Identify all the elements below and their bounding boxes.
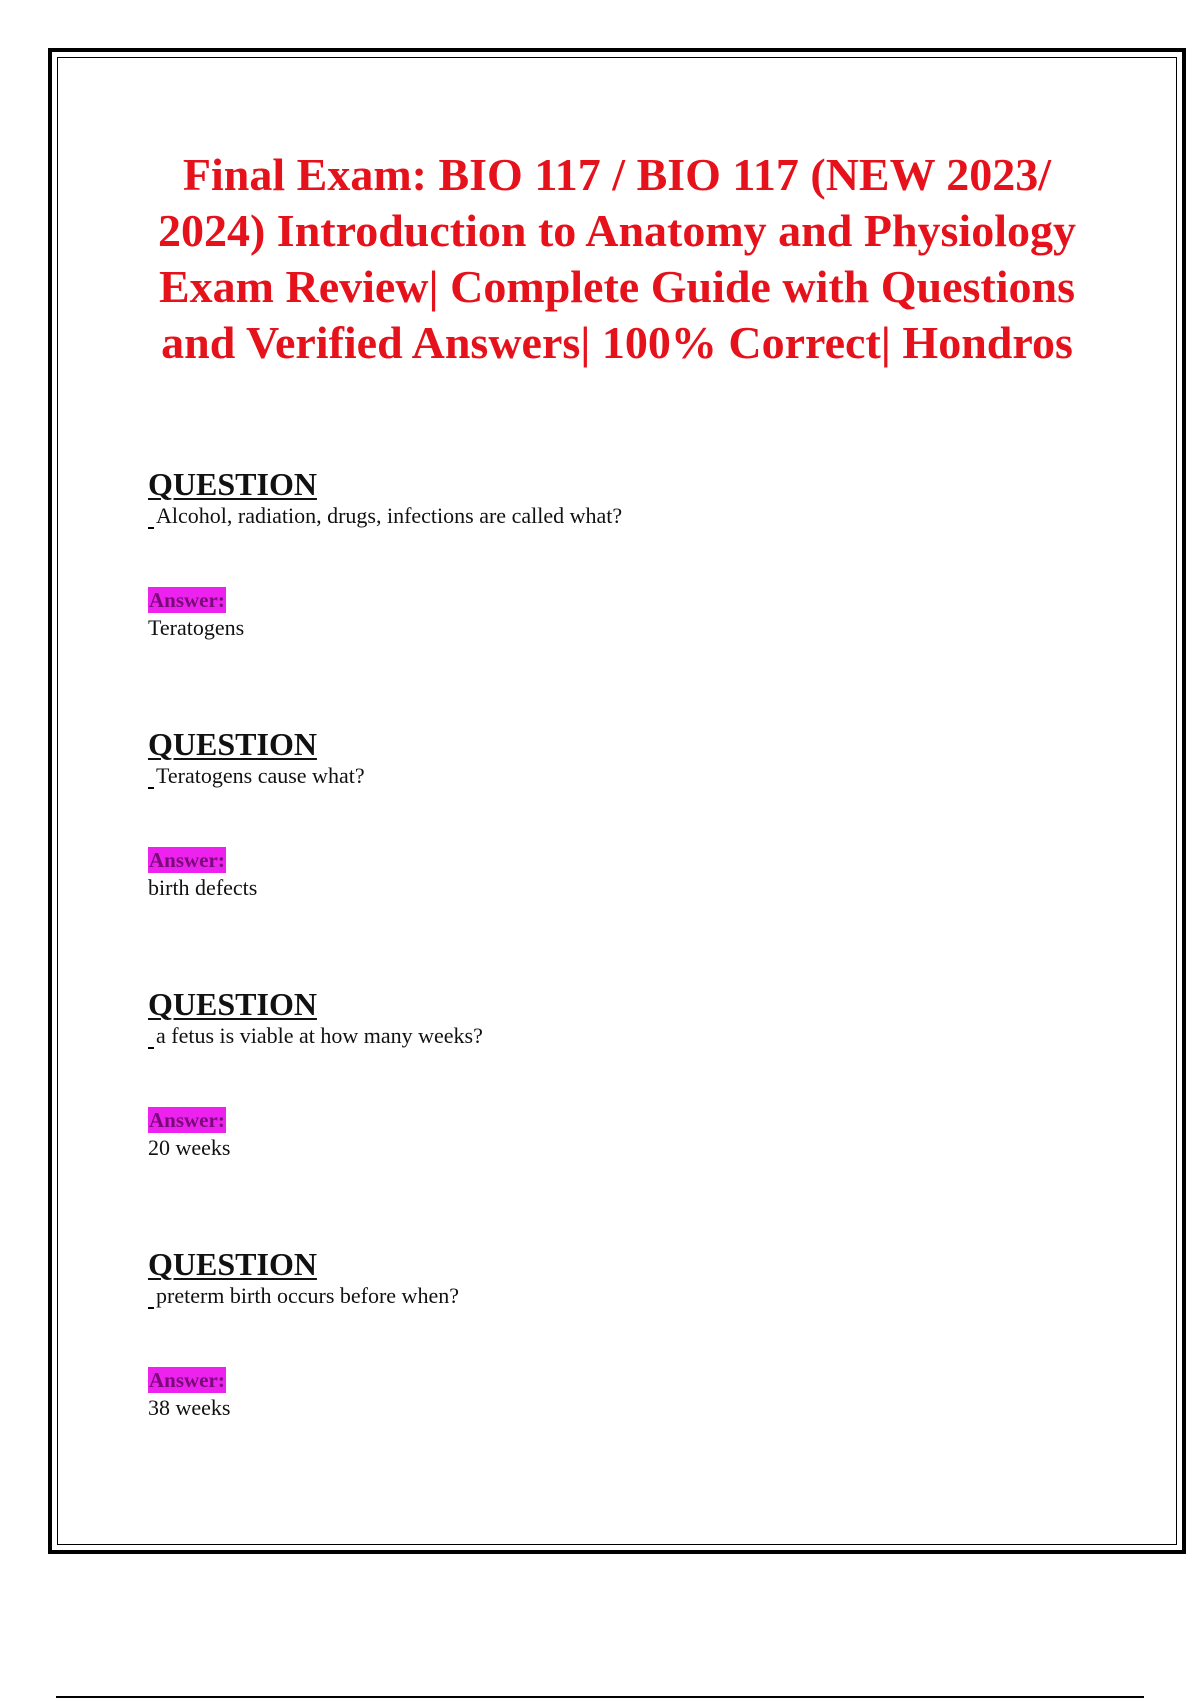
question-heading: QUESTION <box>148 726 317 762</box>
bullet-mark <box>148 787 154 789</box>
qa-item <box>148 987 1048 1163</box>
question-text-content: a fetus is viable at how many weeks? <box>156 1023 483 1048</box>
answer-label: Answer: <box>149 588 225 612</box>
question-text <box>148 1281 1048 1311</box>
question-heading: QUESTION <box>148 466 317 502</box>
answer-text: birth defects <box>148 875 258 900</box>
question-text-content: Alcohol, radiation, drugs, infections are called what? <box>156 503 623 528</box>
answer-text: Teratogens <box>148 615 245 640</box>
answer-label: Answer: <box>149 1108 225 1132</box>
qa-item <box>148 727 1048 903</box>
question-heading: QUESTION <box>148 986 317 1022</box>
question-text-content: Teratogens cause what? <box>156 763 365 788</box>
bullet-mark <box>148 1047 154 1049</box>
question-text <box>148 1021 1048 1051</box>
bottom-divider <box>56 1696 1144 1698</box>
bullet-mark <box>148 527 154 529</box>
answer-text: 38 weeks <box>148 1395 231 1420</box>
answer-label: Answer: <box>149 848 225 872</box>
answer-text: 20 weeks <box>148 1135 231 1160</box>
qa-item <box>148 1247 1048 1423</box>
page-frame <box>48 48 1186 1554</box>
document-title: Final Exam: BIO 117 / BIO 117 (NEW 2023/ 2024) Introduction to Anatomy and Physiology Exam Review| Complete Guide with Questions and Verified Answers| 100% Correct| Hondros <box>157 149 1076 368</box>
bullet-mark <box>148 1307 154 1309</box>
question-text <box>148 501 1048 531</box>
answer-label: Answer: <box>149 1368 225 1392</box>
question-text-content: preterm birth occurs before when? <box>156 1283 459 1308</box>
qa-item <box>148 467 1048 643</box>
question-heading: QUESTION <box>148 1246 317 1282</box>
question-text <box>148 761 1048 791</box>
